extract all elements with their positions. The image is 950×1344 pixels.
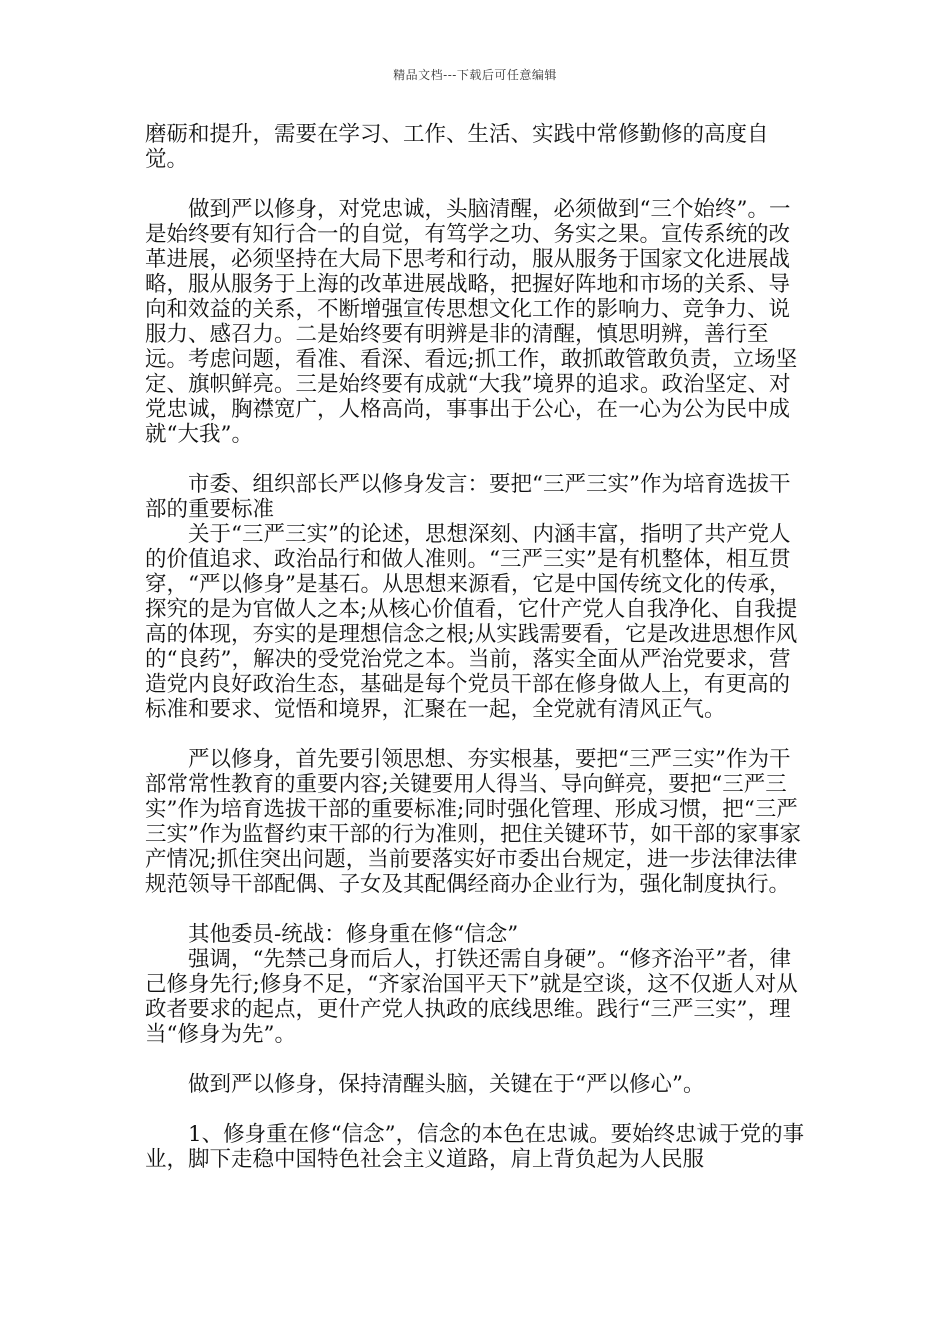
page-header: 精品文档---下载后可任意编辑 xyxy=(393,68,557,82)
paragraph: 做到严以修身，保持清醒头脑，关键在于“严以修心”。 xyxy=(188,1072,705,1097)
paragraph: 市委、组织部长严以修身发言：要把“三严三实”作为培育选拔干部的重要标准 xyxy=(145,472,791,522)
paragraph: 磨砺和提升，需要在学习、工作、生活、实践中常修勤修的高度自觉。 xyxy=(145,122,769,172)
paragraph: 做到严以修身，对党忠诚，头脑清醒，必须做到“三个始终”。一是始终要有知行合一的自觉，有笃学之功、务实之果。宣传系统的改革进展，必须坚持在大局下思考和行动，服从服务于国家文化进展战略，服从服务于上海的改革进展战略，把握好阵地和市场的关系、导向和效益的关系，不断增强宣传思想文化工作的影响力、竞争力、说服力、感召力。二是始终要有明辨是非的清醒，慎思明辨，善行至远。考虑问题，看准、看深、看远;抓工作，敢抓敢管敢负责，立场坚定、旗帜鲜亮。三是始终要有成就“大我”境界的追求。政治坚定、对党忠诚，胸襟宽广，人格高尚，事事出于公心，在一心为公为民中成就“大我”。 xyxy=(145,197,798,447)
paragraph: 严以修身，首先要引领思想、夯实根基，要把“三严三实”作为干部常常性教育的重要内容;关键要用人得当、导向鲜亮，要把“三严三实”作为培育选拔干部的重要标准;同时强化管理、形成习惯，把“三严三实”作为监督约束干部的行为准则，把住关键环节，如干部的家事家产情况;抓住突出问题，当前要落实好市委出台规定，进一步法律法律规范领导干部配偶、子女及其配偶经商办企业行为，强化制度执行。 xyxy=(145,747,801,897)
paragraph: 强调，“先禁己身而后人，打铁还需自身硬”。“修齐治平”者，律己修身先行;修身不足，“齐家治国平天下”就是空谈，这不仅逝人对从政者要求的起点，更什产党人执政的底线思维。践行“三严三实”，理当“修身为先”。 xyxy=(145,947,798,1047)
paragraph: 关于“三严三实”的论述，思想深刻、内涵丰富，指明了共产党人的价值追求、政治品行和做人准则。“三严三实”是有机整体，相互贯穿，“严以修身”是基石。从思想来源看，它是中国传统文化的传承，探究的是为官做人之本;从核心价值看，它什产党人自我净化、自我提高的体现，夯实的是理想信念之根;从实践需要看，它是改进思想作风的“良药”，解决的受党治党之本。当前，落实全面从严治党要求，营造党内良好政治生态，基础是每个党员干部在修身做人上，有更高的标准和要求、觉悟和境界，汇聚在一起，全党就有清风正气。 xyxy=(145,522,798,722)
paragraph: 1、修身重在修“信念”，信念的本色在忠诚。要始终忠诚于党的事业，脚下走稳中国特色社会主义道路，肩上背负起为人民服 xyxy=(145,1122,805,1172)
document-body xyxy=(145,122,810,1172)
paragraph: 其他委员-统战：修身重在修“信念” xyxy=(188,922,519,947)
